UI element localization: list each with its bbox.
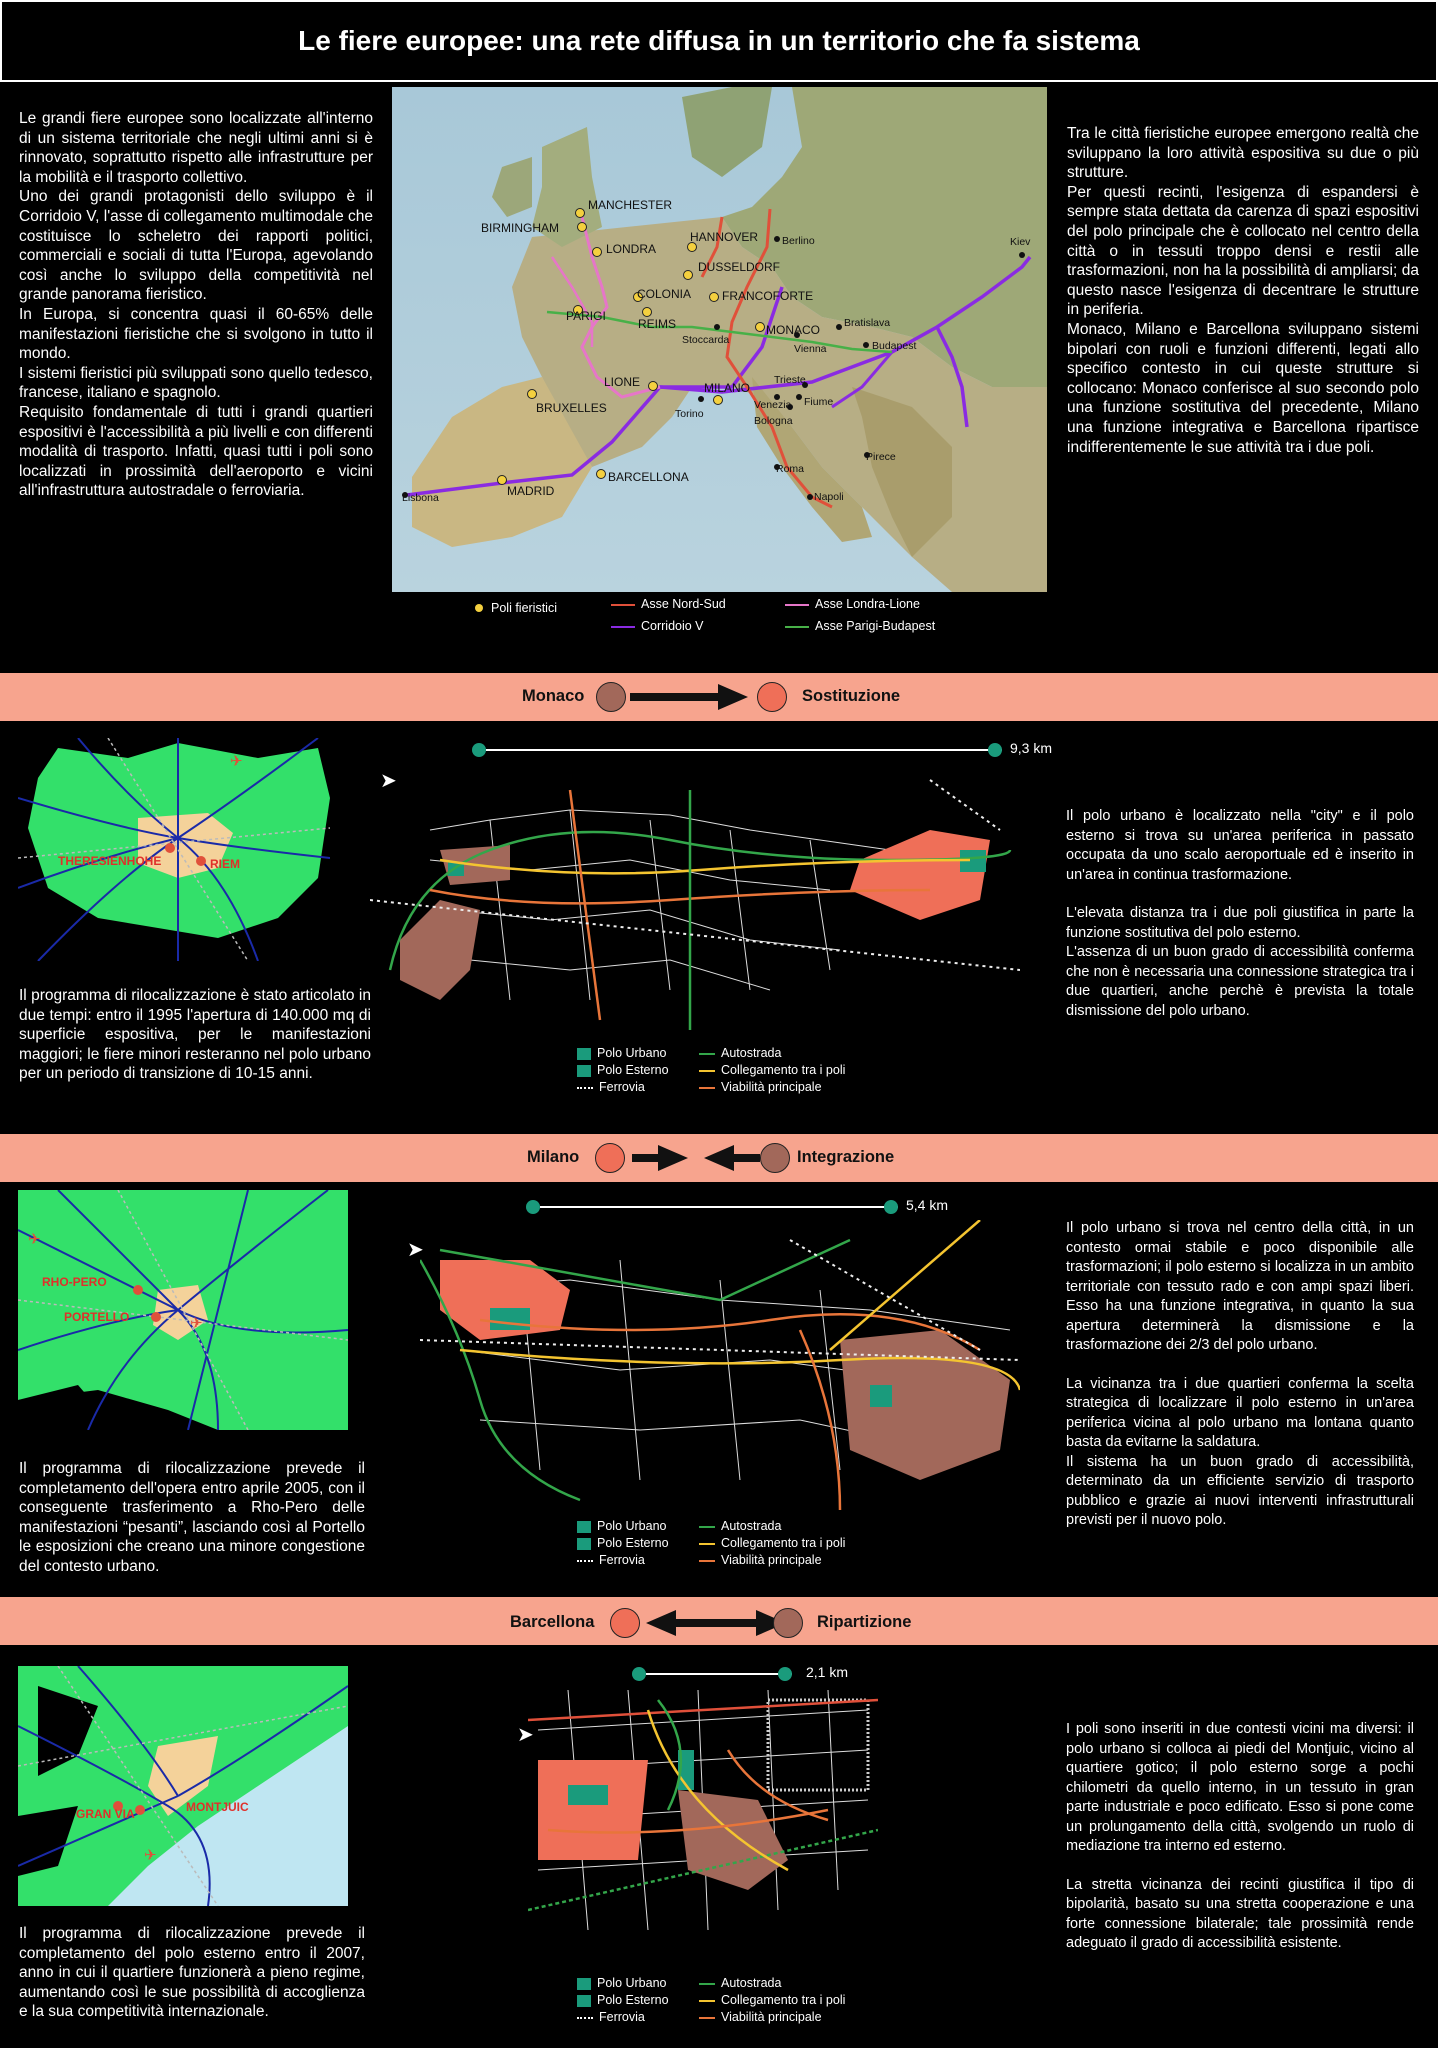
map-label-milano: MILANO [704, 381, 751, 395]
map-label-city: Kiev [1010, 236, 1031, 248]
airport-icon: ✈ [190, 1315, 203, 1332]
pole-label-external: RIEM [210, 857, 240, 871]
map-label-city: Stoccarda [682, 334, 730, 346]
case-right-paragraph: La vicinanza tra i due quartieri conferma la scelta strategica di localizzare il polo esterno in un'area periferica vicina al polo urbano ma lontana quanto basta da evitarne la saldatura. [1066, 1375, 1414, 1450]
case-role-label: Sostituzione [802, 687, 901, 705]
page-title: Le fiere europee: una rete diffusa in un territorio che fa sistema [0, 0, 1438, 82]
legend-viabilita: Viabilità principale [699, 2010, 822, 2027]
section-band-milano [0, 1134, 1438, 1182]
case-role-label: Integrazione [797, 1148, 895, 1166]
north-arrow-icon: ➤ [380, 770, 397, 792]
pole-label-urban: MONTJUIC [186, 1800, 249, 1814]
europe-map [392, 87, 1047, 592]
scale-line [486, 749, 1002, 751]
map-label-reims: REIMS [638, 317, 677, 331]
legend-collegamento: Collegamento tra i poli [699, 1063, 845, 1080]
north-arrow-icon: ➤ [517, 1724, 534, 1746]
case-right-paragraph: I poli sono inseriti in due contesti vicini ma diversi: il polo urbano si colloca ai piedi del Montjuic, vicino al quartiere gotico; il polo esterno sorge a pochi chilometri da quello interno, in un tessuto in gran parte industriale e poco edificato. Esso si pone come un prolungamento della città, svolgendo un ruolo di mediazione tra interno ed esterno. [1066, 1721, 1414, 1854]
airport-icon: ✈ [144, 1847, 157, 1864]
scale-bar [472, 740, 1072, 760]
intro-left-paragraph: Uno dei grandi protagonisti dello sviluppo è il Corridoio V, l'asse di collegamento multimodale che costituisce lo scheletro dei rapporti politici, commerciali e sociali di tutta l'Europa, agevolando così anche lo sviluppo della competitività nel grande panorama fieristico. [19, 188, 373, 304]
legend-poli: Poli fieristici [475, 601, 557, 615]
scale-dot [632, 1667, 646, 1681]
yellow-dot-icon [475, 604, 483, 612]
intro-right-text [1067, 124, 1419, 457]
scale-bar [632, 1664, 882, 1684]
intro-right-paragraph: Monaco, Milano e Barcellona sviluppano sistemi bipolari con ruoli e funzioni differenti, legati allo specifico contesto in cui queste strutture si collocano: Monaco conferisce al suo secondo polo una funzione sostitutiva del precedente, Milano una funzione integrativa e Barcellona ripartisce indifferentemente le sue attività tra i due poli. [1067, 320, 1419, 456]
case-right-paragraph: L'elevata distanza tra i due poli giustifica in parte la funzione sostitutiva del polo esterno. [1066, 905, 1414, 941]
locator-map-milano [18, 1190, 348, 1430]
scale-dot [526, 1200, 540, 1214]
case-right-text [1066, 1720, 1414, 1954]
intro-left-paragraph: Requisito fondamentale di tutti i grandi quartieri espositivi è l'accessibilità a più livelli e con differenti modalità di trasporto. Infatti, quasi tutti i poli sono localizzati in prossimità dell'aeroporto e vicini all'infrastruttura autostradale o ferroviaria. [19, 403, 373, 500]
map-label-city: Roma [776, 463, 805, 475]
legend-ferrovia: Ferrovia [577, 2010, 645, 2027]
north-arrow-icon: ➤ [407, 1239, 424, 1261]
section-band-barcellona [0, 1597, 1438, 1645]
legend-londra-lione: Asse Londra-Lione [785, 597, 920, 611]
legend-viabilita: Viabilità principale [699, 1080, 822, 1097]
case-right-paragraph: Il polo urbano si trova nel centro della città, in un contesto ormai stabile e poco disponibile alle trasformazioni; il polo esterno si localizza in un ambito territoriale con tessuto rado e con ampi spazi liberi. Esso ha una funzione integrativa, in quanto la sua apertura determinerà la dismissione e la trasformazione dei 2/3 del polo urbano. [1066, 1220, 1414, 1353]
legend-ferrovia: Ferrovia [577, 1553, 645, 1570]
scale-dot [778, 1667, 792, 1681]
map-label-colonia: COLONIA [637, 287, 692, 301]
legend-polo-esterno: Polo Esterno [577, 1536, 669, 1553]
legend-parigi-budapest: Asse Parigi-Budapest [785, 619, 935, 633]
double-arrow-icon [646, 1608, 786, 1638]
legend-polo-urbano: Polo Urbano [577, 1976, 667, 1993]
urban-pole-dot [773, 1608, 803, 1638]
legend-polo-esterno: Polo Esterno [577, 1993, 669, 2010]
urban-pole-dot [596, 682, 626, 712]
scale-label: 9,3 km [1010, 740, 1053, 756]
case-right-paragraph: La stretta vicinanza dei recinti giustifica il tipo di bipolarità, basato su una stretta cooperazione e una forte connessione bilaterale; tale prossimità rende adeguato il grado di accessibilità esistente. [1066, 1876, 1414, 1951]
pole-label-urban: PORTELLO [64, 1310, 130, 1324]
arrow-right-icon [630, 682, 750, 712]
map-label-city: Pirece [866, 451, 896, 463]
map-label-city: Torino [675, 408, 704, 420]
map-label-francoforte: FRANCOFORTE [722, 289, 814, 303]
map-label-barcellona: BARCELLONA [608, 470, 689, 484]
urban-plan-svg [370, 770, 1020, 1040]
map-label-parigi: PARIGI [566, 309, 606, 323]
map-label-city: Lisbona [402, 492, 439, 504]
scale-line [540, 1206, 898, 1208]
scale-line [646, 1673, 792, 1675]
section-band-monaco [0, 673, 1438, 721]
case-right-text [1066, 1219, 1414, 1531]
map-label-monaco: MONACO [766, 323, 820, 337]
urban-plan-barcellona [528, 1690, 878, 1930]
map-label-dusseldorf: DUSSELDORF [698, 260, 781, 274]
legend-viabilita: Viabilità principale [699, 1553, 822, 1570]
scale-dot [884, 1200, 898, 1214]
intro-left-text [19, 109, 373, 501]
external-pole-dot [610, 1608, 640, 1638]
urban-plan-milano [420, 1220, 1020, 1510]
case-role-label: Ripartizione [817, 1613, 912, 1631]
case-city-label: Milano [527, 1148, 580, 1166]
airport-icon: ✈ [230, 753, 243, 770]
legend-ferrovia: Ferrovia [577, 1080, 645, 1097]
locator-map-barcellona [18, 1666, 348, 1906]
map-label-bruxelles: BRUXELLES [536, 401, 607, 415]
legend-collegamento: Collegamento tra i poli [699, 1993, 845, 2010]
external-pole-dot [757, 682, 787, 712]
legend-polo-urbano: Polo Urbano [577, 1046, 667, 1063]
locator-map-monaco [18, 738, 330, 961]
case-right-paragraph: L'assenza di un buon grado di accessibilità conferma che non è necessaria una connessione strategica tra i due quartieri, anche perchè è prevista la totale dismissione del polo urbano. [1066, 944, 1414, 1019]
map-label-city: Berlino [782, 235, 815, 247]
pole-label-external: RHO-PERO [42, 1275, 107, 1289]
map-label-manchester: MANCHESTER [588, 198, 673, 212]
map-label-londra: LONDRA [606, 242, 657, 256]
scale-bar [526, 1197, 976, 1217]
intro-right-paragraph: Tra le città fieristiche europee emergono realtà che sviluppano la loro attività espositiva su due o più strutture. [1067, 125, 1419, 182]
urban-pole-dot [760, 1143, 790, 1173]
map-label-city: Trieste [774, 374, 806, 386]
pole-label-external: GRAN VIA [76, 1807, 135, 1821]
case-right-paragraph: Il polo urbano è localizzato nella "city" e il polo esterno si trova su un'area periferica in passato occupata da uno scalo aeroportuale ed è inserito in un'area in continua trasformazione. [1066, 808, 1414, 883]
scale-label: 5,4 km [906, 1197, 949, 1213]
map-label-city: Venezia [754, 399, 792, 411]
case-city-label: Monaco [522, 687, 585, 705]
legend-polo-esterno: Polo Esterno [577, 1063, 669, 1080]
scale-label: 2,1 km [806, 1664, 849, 1680]
case-left-text: Il programma di rilocalizzazione prevede il completamento del polo esterno entro il 2007, anno in cui il quartiere funzionerà a pieno regime, aumentando così le sue possibilità di accoglienza e la sua competitività internazionale. [19, 1925, 365, 2021]
map-label-hannover: HANNOVER [690, 230, 759, 244]
urban-plan-monaco [370, 770, 1020, 1040]
legend-nord-sud: Asse Nord-Sud [611, 597, 726, 611]
legend-autostrada: Autostrada [699, 1519, 781, 1536]
case-left-text: Il programma di rilocalizzazione prevede il completamento dell'opera entro aprile 2005, con il conseguente trasferimento a Rho-Pero delle manifestazioni “pesanti”, lasciando così al Portello le esposizioni che creano una minore congestione del contesto urbano. [19, 1460, 365, 1575]
intro-left-paragraph: In Europa, si concentra quasi il 60-65% delle manifestazioni fieristiche che si svolgono in tutto il mondo. [19, 305, 373, 363]
legend-collegamento: Collegamento tra i poli [699, 1536, 845, 1553]
legend-autostrada: Autostrada [699, 1046, 781, 1063]
external-pole-dot [595, 1143, 625, 1173]
map-label-city: Fiume [804, 396, 834, 408]
urban-plan-svg [528, 1690, 878, 1930]
intro-left-paragraph: I sistemi fieristici più sviluppati sono quello tedesco, francese, italiano e spagnolo. [19, 364, 373, 402]
map-legend [475, 597, 1035, 642]
airport-icon: ✈ [28, 1231, 41, 1248]
case-right-text [1066, 807, 1414, 1021]
locator-map-svg [18, 1666, 348, 1906]
map-label-city: Bologna [754, 415, 793, 427]
map-label-city: Vienna [794, 343, 827, 355]
map-label-madrid: MADRID [507, 484, 555, 498]
map-label-city: Bratislava [844, 317, 891, 329]
scale-dot [472, 743, 486, 757]
map-label-city: Budapest [872, 340, 917, 352]
pole-label-urban: THERESIENHOHE [58, 854, 162, 868]
map-label-city: Napoli [814, 491, 844, 503]
scale-dot [988, 743, 1002, 757]
legend-polo-urbano: Polo Urbano [577, 1519, 667, 1536]
intro-right-paragraph: Per questi recinti, l'esigenza di espandersi è sempre stata dettata da carenza di spazi espositivi del polo principale che è collocato nel centro della città o in tessuti troppo densi e restii alle trasformazioni, non ha la possibilità di ampliarsi; da questo nasce l'esigenza di decentrare le strutture in periferia. [1067, 183, 1419, 319]
urban-plan-svg [420, 1220, 1020, 1510]
legend-autostrada: Autostrada [699, 1976, 781, 1993]
case-city-label: Barcellona [510, 1613, 595, 1631]
locator-map-svg [18, 738, 330, 961]
converging-arrows-icon [632, 1143, 762, 1173]
case-left-text: Il programma di rilocalizzazione è stato articolato in due tempi: entro il 1995 l'apertura di 140.000 mq di superficie espositiva, per le manifestazioni maggiori; le fiere minori resteranno nel polo urbano per un periodo di transizione di 10-15 anni. [19, 987, 371, 1083]
case-right-paragraph: Il sistema ha un buon grado di accessibilità, determinato da un efficiente servizio di trasporto pubblico e grazie ai nuovi interventi infrastrutturali previsti per il nuovo polo. [1066, 1453, 1414, 1528]
legend-corridoio: Corridoio V [611, 619, 704, 633]
map-label-lione: LIONE [604, 375, 641, 389]
intro-left-paragraph: Le grandi fiere europee sono localizzate all'interno di un sistema territoriale che negli ultimi anni si è rinnovato, soprattutto rispetto alle infrastrutture per la mobilità e il trasporto collettivo. [19, 110, 373, 186]
map-label-birmingham: BIRMINGHAM [481, 221, 559, 235]
